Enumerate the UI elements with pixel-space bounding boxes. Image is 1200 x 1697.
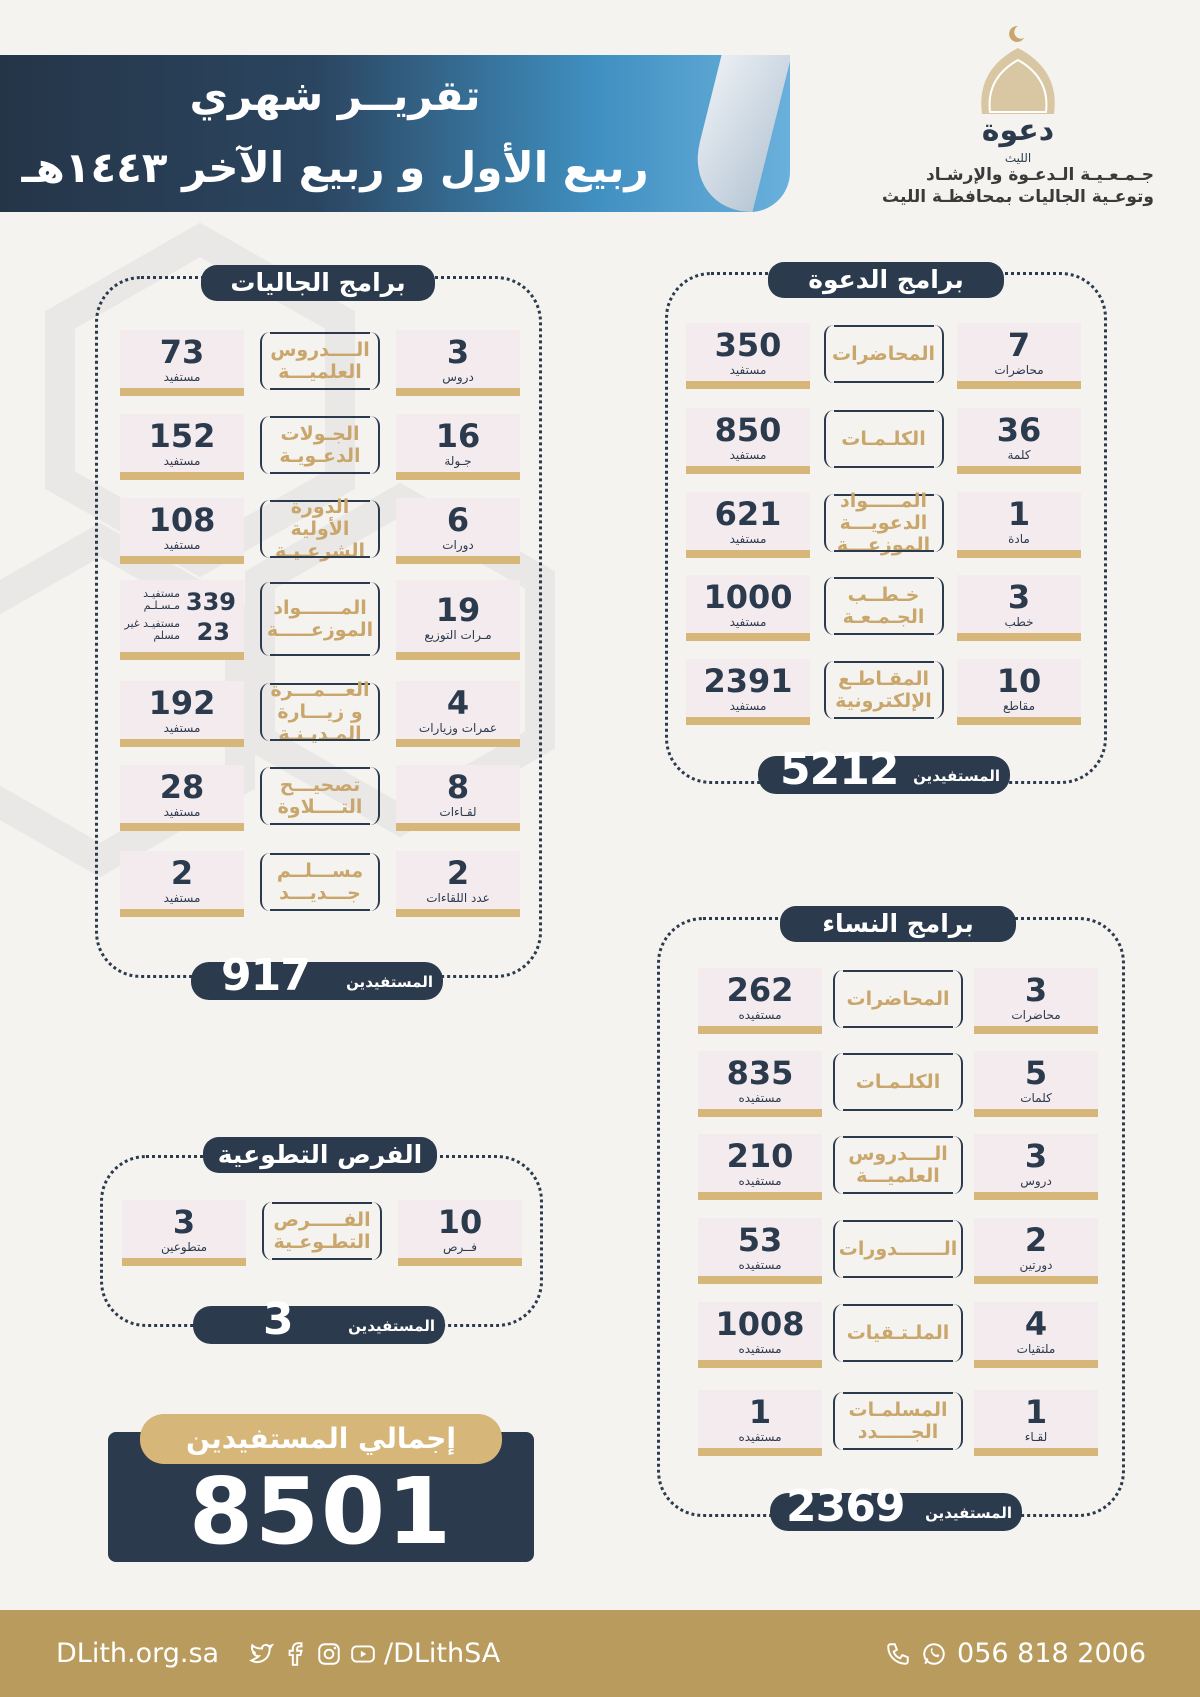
- beneficiaries-unit: مستفيد: [163, 370, 201, 384]
- beneficiaries-count: 2391: [703, 662, 793, 700]
- activity-count-card: [396, 414, 520, 480]
- beneficiaries-card: [686, 575, 810, 641]
- program-label-bracket: [833, 970, 963, 1028]
- beneficiaries-count: 3: [172, 1203, 196, 1241]
- activity-count-card: [398, 1200, 522, 1266]
- program-label-bracket: [833, 1136, 963, 1194]
- beneficiaries-card: [698, 1390, 822, 1456]
- grand-total-value: 8501: [188, 1458, 454, 1565]
- program-label-bracket: [260, 332, 380, 390]
- org-name-line2: وتوعـية الجاليات بمحافظـة الليث: [882, 187, 1154, 207]
- activity-count-card: [957, 659, 1081, 725]
- activity-unit: ملتقيات: [1016, 1342, 1056, 1356]
- jaliyat-total-value: 917: [221, 950, 310, 1001]
- dawah-section-title: برامج الدعوة: [768, 262, 1004, 298]
- dawah-row: [686, 323, 1081, 389]
- dawah-total-badge: [758, 744, 1010, 795]
- activity-unit: محاضرات: [994, 363, 1044, 377]
- beneficiaries-count: 1: [748, 1393, 772, 1431]
- program-label-bracket: [824, 410, 944, 468]
- beneficiaries-count: 835: [726, 1054, 794, 1092]
- program-label: الكلـمـات: [841, 428, 926, 450]
- activity-count-card: [396, 498, 520, 564]
- activity-count: 1: [1024, 1393, 1048, 1431]
- phone-number[interactable]: 056 818 2006: [957, 1638, 1146, 1669]
- activity-count: 5: [1024, 1054, 1048, 1092]
- beneficiaries-count: 152: [148, 417, 216, 455]
- beneficiaries-count: 350: [714, 326, 782, 364]
- program-label: المحاضرات: [846, 988, 950, 1010]
- beneficiaries-unit: مستفيد: [729, 363, 767, 377]
- beneficiaries-unit: مستفيد: [729, 532, 767, 546]
- report-title: تقريــر شهري: [189, 71, 481, 120]
- beneficiaries-card: [122, 1200, 246, 1266]
- jaliyat-total-label: المستفيدين: [346, 973, 433, 991]
- activity-count-card: [957, 492, 1081, 558]
- program-label-bracket: [260, 416, 380, 474]
- beneficiaries-count: 621: [714, 495, 782, 533]
- program-label-bracket: [833, 1220, 963, 1278]
- activity-unit: دروس: [1020, 1174, 1052, 1188]
- women-row: [698, 1218, 1098, 1284]
- phone-icon: [885, 1641, 911, 1667]
- non-muslim-beneficiaries-count: 23: [196, 618, 230, 646]
- program-label: مســـلــم جـــديـــد: [276, 860, 364, 904]
- activity-count: 1: [1007, 495, 1031, 533]
- dawah-total-label: المستفيدين: [913, 767, 1000, 785]
- program-label-bracket: [260, 853, 380, 911]
- beneficiaries-card: [120, 414, 244, 480]
- report-period: ربيع الأول و ربيع الآخر ١٤٤٣هـ: [21, 143, 649, 192]
- activity-count: 36: [996, 411, 1042, 449]
- women-section-title: برامج النساء: [780, 906, 1016, 942]
- activity-count-card: [957, 323, 1081, 389]
- non-muslim-beneficiaries-unit: مستفيـد غير مسلم: [124, 617, 180, 642]
- activity-count: 3: [1007, 578, 1031, 616]
- beneficiaries-unit: مستفيد: [163, 454, 201, 468]
- activity-unit: محاضرات: [1011, 1008, 1061, 1022]
- beneficiaries-unit: مستفيد: [729, 699, 767, 713]
- beneficiaries-card: [698, 1302, 822, 1368]
- muslim-beneficiaries-unit: مستفيـد مـسـلـم: [143, 587, 180, 612]
- activity-count-card: [396, 681, 520, 747]
- program-label: العـــمـــرة و زيـــارة المـديـنـة: [270, 679, 370, 745]
- women-row: [698, 1390, 1098, 1456]
- activity-unit: عمرات وزيارات: [418, 721, 498, 735]
- beneficiaries-unit: مستفيده: [738, 1174, 782, 1188]
- page-curl-decoration: [682, 55, 790, 212]
- beneficiaries-unit: مستفيد: [163, 891, 201, 905]
- dawah-row: [686, 492, 1081, 558]
- distribution-beneficiaries-card: [120, 580, 244, 660]
- beneficiaries-card: [686, 323, 810, 389]
- beneficiaries-card: [686, 408, 810, 474]
- women-row: [698, 968, 1098, 1034]
- activity-count: 2: [1024, 1221, 1048, 1259]
- activity-count-card: [396, 765, 520, 831]
- program-label: المـــــواد الدعويـــة الموزعـــة: [836, 490, 931, 556]
- beneficiaries-count: 2: [170, 854, 194, 892]
- jaliyat-section-title: برامج الجاليات: [201, 265, 435, 301]
- beneficiaries-unit: مستفيده: [738, 1430, 782, 1444]
- program-label-bracket: [833, 1392, 963, 1450]
- activity-count-card: [974, 1218, 1098, 1284]
- activity-unit: مقاطع: [1002, 699, 1036, 713]
- grand-total-label: إجمالي المستفيدين: [140, 1414, 502, 1464]
- website-link[interactable]: DLith.org.sa: [56, 1638, 220, 1669]
- program-label: تصحيـــح التــــلاوة: [277, 774, 363, 818]
- activity-count: 10: [437, 1203, 483, 1241]
- program-label: الكلـمـات: [855, 1071, 941, 1093]
- program-label: المقـاطـع الإلكترونية: [835, 668, 932, 712]
- women-row: [698, 1302, 1098, 1368]
- beneficiaries-unit: مستفيد: [163, 805, 201, 819]
- program-label: الدورة الأولية الشرعـيـة: [274, 496, 366, 562]
- activity-unit: مادة: [1008, 532, 1030, 546]
- jaliyat-row: [120, 498, 520, 564]
- women-row: [698, 1051, 1098, 1117]
- activity-unit: كلمات: [1020, 1091, 1052, 1105]
- activity-count: 16: [435, 417, 481, 455]
- program-label-bracket: [260, 496, 380, 562]
- activity-unit: خطب: [1004, 615, 1034, 629]
- activity-count-card: [396, 851, 520, 917]
- program-label: المسلمـات الجـــــدد: [848, 1399, 948, 1443]
- beneficiaries-card: [698, 1051, 822, 1117]
- activity-unit: لقـاءات: [439, 805, 477, 819]
- activity-count-card: [957, 408, 1081, 474]
- beneficiaries-card: [120, 851, 244, 917]
- organization-name: [794, 164, 1154, 208]
- beneficiaries-count: 73: [159, 333, 205, 371]
- program-label-bracket: [260, 767, 380, 825]
- jaliyat-row: [120, 851, 520, 917]
- beneficiaries-count: 262: [726, 971, 794, 1009]
- program-label-bracket: [824, 490, 944, 556]
- beneficiaries-card: [698, 968, 822, 1034]
- activity-count-card: [957, 575, 1081, 641]
- dawah-row: [686, 659, 1081, 725]
- beneficiaries-count: 53: [737, 1221, 783, 1259]
- program-label: الــــدروس العلميـــة: [270, 339, 370, 383]
- beneficiaries-card: [120, 498, 244, 564]
- beneficiaries-card: [698, 1134, 822, 1200]
- program-label: المــــــواد الموزعـــــة: [266, 597, 374, 641]
- activity-count-card: [974, 1051, 1098, 1117]
- dawah-total-value: 5212: [780, 744, 899, 795]
- program-label-bracket: [833, 1304, 963, 1362]
- women-row: [698, 1134, 1098, 1200]
- beneficiaries-unit: مستفيد: [163, 538, 201, 552]
- activity-count: 7: [1007, 326, 1031, 364]
- beneficiaries-count: 108: [148, 501, 216, 539]
- beneficiaries-unit: مستفيده: [738, 1008, 782, 1022]
- activity-unit: دروس: [442, 370, 474, 384]
- instagram-icon[interactable]: [316, 1641, 342, 1667]
- volunteer-row: [122, 1200, 522, 1266]
- program-label: الـــــــدورات: [838, 1238, 958, 1260]
- beneficiaries-card: [120, 330, 244, 396]
- activity-count: 4: [446, 684, 470, 722]
- whatsapp-icon: [921, 1641, 947, 1667]
- program-label: الفـــــرص التطـوعـية: [273, 1209, 371, 1253]
- jaliyat-total-badge: [191, 950, 443, 1001]
- activity-unit: كلمة: [1007, 448, 1031, 462]
- beneficiaries-card: [686, 492, 810, 558]
- jaliyat-row: [120, 414, 520, 480]
- women-total-label: المستفيدين: [925, 1504, 1012, 1522]
- activity-unit: دورات: [442, 538, 474, 552]
- beneficiaries-count: 850: [714, 411, 782, 449]
- beneficiaries-count: 210: [726, 1137, 794, 1175]
- beneficiaries-unit: متطوعين: [160, 1240, 207, 1254]
- youtube-icon[interactable]: [350, 1641, 376, 1667]
- beneficiaries-card: [120, 681, 244, 747]
- program-label-bracket: [262, 1202, 382, 1260]
- dawah-row: [686, 408, 1081, 474]
- program-label-bracket: [824, 661, 944, 719]
- beneficiaries-unit: مستفيده: [738, 1342, 782, 1356]
- activity-count: 4: [1024, 1305, 1048, 1343]
- program-label: خـطــب الجـمـعـة: [842, 584, 925, 628]
- beneficiaries-unit: مستفيد: [163, 721, 201, 735]
- program-label: المحاضرات: [832, 343, 935, 365]
- activity-unit: جـولة: [444, 454, 472, 468]
- activity-count: 3: [1024, 971, 1048, 1009]
- activity-count: 2: [446, 854, 470, 892]
- program-label: الملـتـقيات: [846, 1322, 950, 1344]
- activity-unit: عدد اللقاءات: [426, 891, 490, 905]
- beneficiaries-count: 1000: [703, 578, 793, 616]
- program-label: الــــدروس العلميـــة: [848, 1143, 948, 1187]
- organization-logo: [968, 22, 1068, 172]
- grand-total-box: [108, 1422, 534, 1565]
- muslim-beneficiaries-count: 339: [185, 588, 236, 616]
- twitter-icon[interactable]: [248, 1641, 274, 1667]
- activity-unit: لقـاء: [1024, 1430, 1048, 1444]
- volunteer-total-badge: [193, 1294, 445, 1345]
- jaliyat-row: [120, 765, 520, 831]
- activity-count: 3: [1024, 1137, 1048, 1175]
- program-label-bracket: [824, 325, 944, 383]
- activity-count: 10: [996, 662, 1042, 700]
- beneficiaries-card: [120, 765, 244, 831]
- activity-count-card: [396, 330, 520, 396]
- activity-unit: مـرات التوزيع: [424, 628, 492, 642]
- jaliyat-row: [120, 330, 520, 396]
- beneficiaries-count: 28: [159, 768, 205, 806]
- program-label-bracket: [824, 577, 944, 635]
- volunteer-total-value: 3: [263, 1294, 293, 1345]
- volunteer-section-title: الفرص التطوعية: [203, 1137, 437, 1173]
- jaliyat-distribution-row: [120, 580, 520, 660]
- footer-bar: [0, 1610, 1200, 1697]
- beneficiaries-unit: مستفيده: [738, 1091, 782, 1105]
- program-label-bracket: [833, 1053, 963, 1111]
- program-label-bracket: [260, 582, 380, 656]
- beneficiaries-card: [686, 659, 810, 725]
- activity-count-card: [974, 1302, 1098, 1368]
- activity-count-card: [974, 1134, 1098, 1200]
- svg-text:دعوة: دعوة: [981, 113, 1055, 148]
- beneficiaries-unit: مستفيد: [729, 448, 767, 462]
- women-total-badge: [770, 1481, 1022, 1532]
- activity-count-card: [396, 580, 520, 660]
- beneficiaries-unit: مستفيد: [729, 615, 767, 629]
- title-banner: [0, 55, 790, 212]
- women-total-value: 2369: [786, 1481, 905, 1532]
- program-label: الجـولات الدعـويـة: [279, 423, 361, 467]
- activity-count: 3: [446, 333, 470, 371]
- social-links: [248, 1638, 500, 1669]
- facebook-icon[interactable]: [282, 1641, 308, 1667]
- jaliyat-row: [120, 681, 520, 747]
- activity-count-card: [974, 968, 1098, 1034]
- activity-unit: دورتين: [1019, 1258, 1053, 1272]
- program-label-bracket: [260, 679, 380, 745]
- beneficiaries-count: 192: [148, 684, 216, 722]
- activity-unit: فــرص: [443, 1240, 477, 1254]
- volunteer-total-label: المستفيدين: [348, 1317, 435, 1335]
- svg-text:الليث: الليث: [1004, 151, 1032, 165]
- social-handle[interactable]: /DLithSA: [384, 1638, 501, 1669]
- activity-count-card: [974, 1390, 1098, 1456]
- activity-count: 6: [446, 501, 470, 539]
- beneficiaries-count: 1008: [715, 1305, 805, 1343]
- phone-contact: [885, 1638, 1146, 1669]
- dawah-row: [686, 575, 1081, 641]
- activity-count: 8: [446, 768, 470, 806]
- activity-count: 19: [435, 591, 481, 629]
- beneficiaries-unit: مستفيده: [738, 1258, 782, 1272]
- beneficiaries-card: [698, 1218, 822, 1284]
- org-name-line1: جـمـعـيـة الـدعـوة والإرشـاد: [925, 165, 1154, 185]
